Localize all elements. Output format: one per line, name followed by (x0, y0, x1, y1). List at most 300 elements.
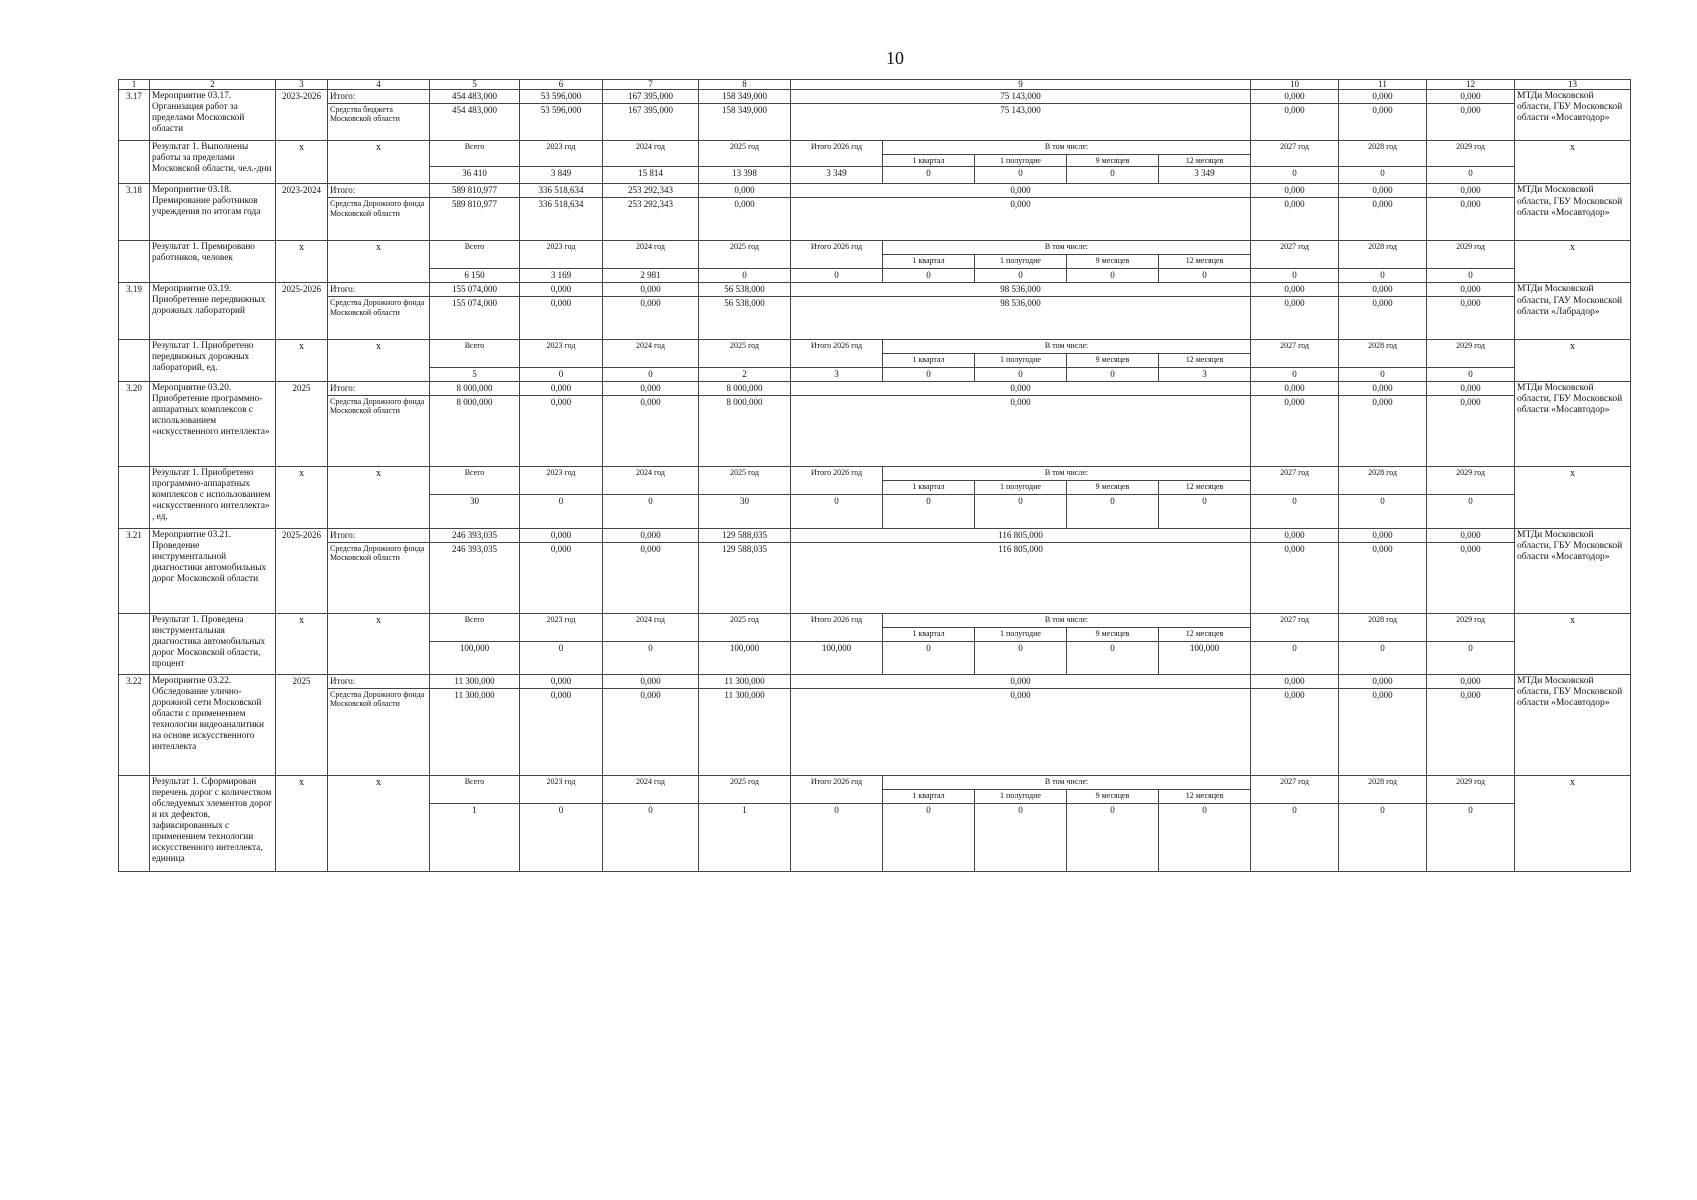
header-year: 2029 год (1427, 340, 1515, 368)
result-value: 3 169 (520, 269, 603, 283)
header-half-year: 1 полугодие (975, 354, 1067, 368)
measure-number: 3.22 (119, 675, 150, 776)
total-amount: 0,000 (520, 382, 603, 396)
source-amount: 158 349,000 (699, 104, 791, 141)
not-applicable-mark: x (1515, 340, 1631, 382)
total-amount-2026: 0,000 (791, 382, 1251, 396)
result-value: 0 (1251, 495, 1339, 529)
responsible-executor: МТДи Московской области, ГБУ Московской области «Мосавтодор» (1515, 382, 1631, 467)
total-amount: 155 074,000 (430, 283, 520, 297)
header-year: 2023 год (520, 141, 603, 167)
col-num: 4 (328, 80, 430, 90)
source-amount: 8 000,000 (430, 396, 520, 467)
source-amount: 336 518,634 (520, 198, 603, 241)
column-number-row (119, 80, 1631, 90)
header-total-2026: Итого 2026 год (791, 776, 883, 804)
not-applicable-mark: x (276, 467, 328, 529)
header-year: 2028 год (1339, 340, 1427, 368)
header-year: 2023 год (520, 241, 603, 269)
result-name: Результат 1. Сформирован перечень дорог с количеством обследуемых элементов дорог и их дефектов, зафиксированных с применением технологии искусственного интеллекта, единица (150, 776, 276, 872)
source-amount: 0,000 (1427, 689, 1515, 776)
total-label: Итого: (328, 382, 430, 396)
source-amount: 0,000 (1339, 198, 1427, 241)
result-value: 0 (975, 269, 1067, 283)
measure-source-row (119, 543, 1631, 614)
funding-source: Средства Дорожного фонда Московской области (328, 543, 430, 614)
col-num: 9 (791, 80, 1251, 90)
result-value: 0 (1427, 804, 1515, 872)
total-amount: 8 000,000 (699, 382, 791, 396)
source-amount: 129 588,035 (699, 543, 791, 614)
result-value: 0 (883, 269, 975, 283)
header-year: 2024 год (603, 467, 699, 495)
header-year: 2023 год (520, 614, 603, 642)
empty-cell (119, 614, 150, 675)
source-amount: 0,000 (1427, 543, 1515, 614)
result-value: 0 (975, 167, 1067, 184)
header-half-year: 1 полугодие (975, 790, 1067, 804)
result-value: 30 (699, 495, 791, 529)
header-12-months: 12 месяцев (1159, 628, 1251, 642)
header-including: В том числе: (883, 141, 1251, 155)
measure-total-row (119, 529, 1631, 543)
col-num: 2 (150, 80, 276, 90)
total-amount: 0,000 (1251, 529, 1339, 543)
header-year: 2027 год (1251, 340, 1339, 368)
result-value: 36 410 (430, 167, 520, 184)
result-value: 0 (883, 167, 975, 184)
source-amount: 53 596,000 (520, 104, 603, 141)
measure-name: Мероприятие 03.18. Премирование работников учреждения по итогам года (150, 184, 276, 241)
source-amount-2026: 0,000 (791, 198, 1251, 241)
header-year: 2029 год (1427, 614, 1515, 642)
header-year: 2025 год (699, 141, 791, 167)
header-12-months: 12 месяцев (1159, 354, 1251, 368)
measure-source-row (119, 689, 1631, 776)
measure-total-row (119, 184, 1631, 198)
result-header-row (119, 467, 1631, 481)
total-amount: 53 596,000 (520, 90, 603, 104)
total-amount: 0,000 (1339, 283, 1427, 297)
result-value: 0 (603, 642, 699, 675)
header-9-months: 9 месяцев (1067, 354, 1159, 368)
header-quarter: 1 квартал (883, 255, 975, 269)
result-value: 0 (1427, 642, 1515, 675)
measure-number: 3.19 (119, 283, 150, 340)
source-amount: 11 300,000 (699, 689, 791, 776)
measure-years: 2025-2026 (276, 529, 328, 614)
result-value: 100,000 (1159, 642, 1251, 675)
total-amount: 589 810,977 (430, 184, 520, 198)
total-amount: 0,000 (1427, 529, 1515, 543)
total-label: Итого: (328, 283, 430, 297)
result-value: 6 150 (430, 269, 520, 283)
total-amount: 0,000 (1427, 382, 1515, 396)
result-value: 0 (791, 495, 883, 529)
total-amount: 0,000 (1251, 283, 1339, 297)
header-half-year: 1 полугодие (975, 481, 1067, 495)
result-value: 3 849 (520, 167, 603, 184)
header-total-2026: Итого 2026 год (791, 241, 883, 269)
total-amount: 0,000 (520, 529, 603, 543)
responsible-executor: МТДи Московской области, ГАУ Московской области «Лабрадор» (1515, 283, 1631, 340)
header-year: 2025 год (699, 340, 791, 368)
header-total: Всего (430, 241, 520, 269)
total-amount-2026: 75 143,000 (791, 90, 1251, 104)
source-amount: 0,000 (1339, 396, 1427, 467)
result-value: 0 (1159, 804, 1251, 872)
result-value: 0 (1067, 269, 1159, 283)
source-amount: 0,000 (1251, 198, 1339, 241)
header-year: 2028 год (1339, 776, 1427, 804)
header-half-year: 1 полугодие (975, 155, 1067, 167)
result-value: 0 (1067, 804, 1159, 872)
result-name: Результат 1. Премировано работников, человек (150, 241, 276, 283)
result-name: Результат 1. Проведена инструментальная диагностика автомобильных дорог Московской области, процент (150, 614, 276, 675)
result-value: 0 (1427, 167, 1515, 184)
empty-cell (119, 141, 150, 184)
funding-source: Средства Дорожного фонда Московской области (328, 198, 430, 241)
source-amount: 0,000 (1427, 297, 1515, 340)
source-amount: 0,000 (520, 689, 603, 776)
result-value: 0 (883, 642, 975, 675)
measure-years: 2025-2026 (276, 283, 328, 340)
header-year: 2025 год (699, 614, 791, 642)
total-label: Итого: (328, 184, 430, 198)
page-number: 10 (886, 48, 904, 68)
result-value: 3 (1159, 368, 1251, 382)
empty-cell (119, 776, 150, 872)
measure-years: 2023-2024 (276, 184, 328, 241)
header-year: 2029 год (1427, 141, 1515, 167)
result-value: 3 349 (791, 167, 883, 184)
funding-source: Средства Дорожного фонда Московской области (328, 297, 430, 340)
result-value: 1 (699, 804, 791, 872)
total-amount: 0,000 (1339, 90, 1427, 104)
header-year: 2023 год (520, 340, 603, 368)
responsible-executor: МТДи Московской области, ГБУ Московской области «Мосавтодор» (1515, 529, 1631, 614)
header-including: В том числе: (883, 614, 1251, 628)
result-value: 0 (1251, 804, 1339, 872)
source-amount: 0,000 (603, 297, 699, 340)
result-value: 0 (1067, 642, 1159, 675)
result-value: 0 (1339, 167, 1427, 184)
result-value: 2 (699, 368, 791, 382)
col-num: 12 (1427, 80, 1515, 90)
col-num: 10 (1251, 80, 1339, 90)
total-amount: 0,000 (1427, 675, 1515, 689)
measure-number: 3.20 (119, 382, 150, 467)
result-value: 0 (1427, 495, 1515, 529)
header-quarter: 1 квартал (883, 155, 975, 167)
result-value: 0 (520, 804, 603, 872)
measure-years: 2025 (276, 675, 328, 776)
total-label: Итого: (328, 529, 430, 543)
total-amount: 0,000 (520, 283, 603, 297)
result-value: 3 (791, 368, 883, 382)
total-amount: 11 300,000 (699, 675, 791, 689)
result-value: 0 (1159, 269, 1251, 283)
not-applicable-mark: x (328, 141, 430, 184)
header-quarter: 1 квартал (883, 481, 975, 495)
header-year: 2027 год (1251, 614, 1339, 642)
header-9-months: 9 месяцев (1067, 628, 1159, 642)
result-value: 100,000 (791, 642, 883, 675)
result-header-row (119, 614, 1631, 628)
total-amount: 158 349,000 (699, 90, 791, 104)
total-amount: 167 395,000 (603, 90, 699, 104)
total-amount: 0,000 (603, 675, 699, 689)
total-amount: 129 588,035 (699, 529, 791, 543)
empty-cell (119, 467, 150, 529)
source-amount: 246 393,035 (430, 543, 520, 614)
source-amount: 11 300,000 (430, 689, 520, 776)
header-half-year: 1 полугодие (975, 628, 1067, 642)
result-value: 0 (791, 804, 883, 872)
not-applicable-mark: x (276, 776, 328, 872)
total-amount: 8 000,000 (430, 382, 520, 396)
result-value: 0 (1251, 167, 1339, 184)
header-total: Всего (430, 340, 520, 368)
result-value: 0 (520, 642, 603, 675)
header-total: Всего (430, 141, 520, 167)
source-amount: 454 483,000 (430, 104, 520, 141)
not-applicable-mark: x (1515, 467, 1631, 529)
source-amount: 8 000,000 (699, 396, 791, 467)
col-num: 13 (1515, 80, 1631, 90)
total-amount: 56 538,000 (699, 283, 791, 297)
total-label: Итого: (328, 675, 430, 689)
source-amount: 0,000 (1251, 689, 1339, 776)
header-year: 2024 год (603, 241, 699, 269)
result-header-row (119, 340, 1631, 354)
header-year: 2028 год (1339, 467, 1427, 495)
responsible-executor: МТДи Московской области, ГБУ Московской области «Мосавтодор» (1515, 90, 1631, 141)
header-total-2026: Итого 2026 год (791, 614, 883, 642)
not-applicable-mark: x (1515, 241, 1631, 283)
total-amount: 0,000 (1251, 382, 1339, 396)
source-amount-2026: 0,000 (791, 396, 1251, 467)
not-applicable-mark: x (1515, 776, 1631, 872)
total-amount: 0,000 (603, 382, 699, 396)
result-header-row (119, 241, 1631, 255)
header-total: Всего (430, 614, 520, 642)
empty-cell (119, 340, 150, 382)
measure-number: 3.21 (119, 529, 150, 614)
total-amount: 11 300,000 (430, 675, 520, 689)
header-half-year: 1 полугодие (975, 255, 1067, 269)
result-header-row (119, 776, 1631, 790)
result-value: 0 (1067, 495, 1159, 529)
total-amount: 253 292,343 (603, 184, 699, 198)
total-amount: 246 393,035 (430, 529, 520, 543)
funding-source: Средства Дорожного фонда Московской области (328, 396, 430, 467)
header-year: 2025 год (699, 776, 791, 804)
source-amount: 167 395,000 (603, 104, 699, 141)
result-value: 0 (883, 368, 975, 382)
measure-years: 2023-2026 (276, 90, 328, 141)
result-value: 5 (430, 368, 520, 382)
not-applicable-mark: x (328, 467, 430, 529)
col-num: 6 (520, 80, 603, 90)
header-total: Всего (430, 467, 520, 495)
header-including: В том числе: (883, 340, 1251, 354)
result-value: 0 (1427, 368, 1515, 382)
source-amount: 0,000 (603, 543, 699, 614)
header-total-2026: Итого 2026 год (791, 141, 883, 167)
header-12-months: 12 месяцев (1159, 255, 1251, 269)
total-amount: 0,000 (1251, 675, 1339, 689)
measure-name: Мероприятие 03.22. Обследование улично-дорожной сети Московской области с применением технологии видеоаналитики на основе искусственного интеллекта (150, 675, 276, 776)
not-applicable-mark: x (276, 614, 328, 675)
measure-number: 3.18 (119, 184, 150, 241)
source-amount-2026: 75 143,000 (791, 104, 1251, 141)
total-amount-2026: 0,000 (791, 675, 1251, 689)
total-amount: 0,000 (1251, 90, 1339, 104)
source-amount: 0,000 (1339, 689, 1427, 776)
result-value: 0 (1251, 642, 1339, 675)
total-amount-2026: 98 536,000 (791, 283, 1251, 297)
header-12-months: 12 месяцев (1159, 481, 1251, 495)
header-quarter: 1 квартал (883, 354, 975, 368)
result-value: 0 (1339, 495, 1427, 529)
measure-source-row (119, 297, 1631, 340)
not-applicable-mark: x (328, 614, 430, 675)
source-amount: 0,000 (520, 396, 603, 467)
not-applicable-mark: x (1515, 614, 1631, 675)
header-year: 2027 год (1251, 241, 1339, 269)
not-applicable-mark: x (276, 141, 328, 184)
header-9-months: 9 месяцев (1067, 481, 1159, 495)
result-name: Результат 1. Приобретено программно-аппаратных комплексов с использованием «искусственного интеллекта» , ед. (150, 467, 276, 529)
result-value: 0 (1067, 167, 1159, 184)
source-amount: 0,000 (1339, 104, 1427, 141)
measure-name: Мероприятие 03.21. Проведение инструментальной диагностики автомобильных дорог Московской области (150, 529, 276, 614)
source-amount: 0,000 (1339, 297, 1427, 340)
header-quarter: 1 квартал (883, 628, 975, 642)
header-year: 2027 год (1251, 141, 1339, 167)
result-value: 1 (430, 804, 520, 872)
header-including: В том числе: (883, 467, 1251, 481)
measure-total-row (119, 382, 1631, 396)
result-value: 13 398 (699, 167, 791, 184)
source-amount: 589 810,977 (430, 198, 520, 241)
result-header-row (119, 141, 1631, 155)
total-amount: 0,000 (603, 283, 699, 297)
result-value: 0 (603, 804, 699, 872)
source-amount: 0,000 (1251, 396, 1339, 467)
result-value: 0 (1251, 269, 1339, 283)
total-amount: 0,000 (1339, 382, 1427, 396)
source-amount: 0,000 (699, 198, 791, 241)
not-applicable-mark: x (328, 776, 430, 872)
header-year: 2025 год (699, 241, 791, 269)
result-value: 2 981 (603, 269, 699, 283)
source-amount-2026: 98 536,000 (791, 297, 1251, 340)
source-amount: 0,000 (1251, 297, 1339, 340)
result-value: 0 (975, 642, 1067, 675)
result-value: 0 (1339, 804, 1427, 872)
result-value: 0 (520, 495, 603, 529)
header-year: 2024 год (603, 340, 699, 368)
total-amount: 336 518,634 (520, 184, 603, 198)
result-name: Результат 1. Выполнены работы за пределами Московской области, чел.-дни (150, 141, 276, 184)
measure-name: Мероприятие 03.19. Приобретение передвижных дорожных лабораторий (150, 283, 276, 340)
source-amount: 0,000 (1251, 104, 1339, 141)
source-amount: 0,000 (1251, 543, 1339, 614)
header-total: Всего (430, 776, 520, 804)
measure-source-row (119, 396, 1631, 467)
measure-name: Мероприятие 03.20. Приобретение программно-аппаратных комплексов с использованием «искусственного интеллекта» (150, 382, 276, 467)
source-amount: 0,000 (520, 297, 603, 340)
header-year: 2023 год (520, 467, 603, 495)
measure-source-row (119, 198, 1631, 241)
header-9-months: 9 месяцев (1067, 255, 1159, 269)
funding-source: Средства Дорожного фонда Московской области (328, 689, 430, 776)
program-measures-table (118, 79, 1631, 872)
result-value: 0 (883, 804, 975, 872)
total-amount: 0,000 (1339, 529, 1427, 543)
header-year: 2029 год (1427, 467, 1515, 495)
header-year: 2027 год (1251, 776, 1339, 804)
result-value: 0 (1339, 368, 1427, 382)
result-value: 0 (1159, 495, 1251, 529)
result-value: 15 814 (603, 167, 699, 184)
header-year: 2025 год (699, 467, 791, 495)
result-value: 3 349 (1159, 167, 1251, 184)
result-value: 0 (520, 368, 603, 382)
header-9-months: 9 месяцев (1067, 155, 1159, 167)
total-amount: 0,000 (520, 675, 603, 689)
result-value: 0 (975, 804, 1067, 872)
total-label: Итого: (328, 90, 430, 104)
header-year: 2028 год (1339, 241, 1427, 269)
not-applicable-mark: x (328, 340, 430, 382)
col-num: 3 (276, 80, 328, 90)
total-amount: 0,000 (1339, 184, 1427, 198)
responsible-executor: МТДи Московской области, ГБУ Московской области «Мосавтодор» (1515, 675, 1631, 776)
not-applicable-mark: x (276, 241, 328, 283)
source-amount: 0,000 (603, 396, 699, 467)
measure-number: 3.17 (119, 90, 150, 141)
col-num: 8 (699, 80, 791, 90)
measure-total-row (119, 283, 1631, 297)
col-num: 11 (1339, 80, 1427, 90)
source-amount: 56 538,000 (699, 297, 791, 340)
header-year: 2029 год (1427, 776, 1515, 804)
measure-total-row (119, 675, 1631, 689)
result-value: 100,000 (699, 642, 791, 675)
total-amount: 0,000 (1427, 184, 1515, 198)
result-value: 0 (699, 269, 791, 283)
result-name: Результат 1. Приобретено передвижных дорожных лабораторий, ед. (150, 340, 276, 382)
measure-source-row (119, 104, 1631, 141)
total-amount: 0,000 (1339, 675, 1427, 689)
total-amount: 0,000 (699, 184, 791, 198)
header-9-months: 9 месяцев (1067, 790, 1159, 804)
total-amount: 0,000 (1251, 184, 1339, 198)
col-num: 7 (603, 80, 699, 90)
total-amount-2026: 0,000 (791, 184, 1251, 198)
header-year: 2029 год (1427, 241, 1515, 269)
not-applicable-mark: x (1515, 141, 1631, 184)
result-value: 0 (975, 495, 1067, 529)
col-num: 1 (119, 80, 150, 90)
header-year: 2028 год (1339, 614, 1427, 642)
total-amount: 0,000 (1427, 90, 1515, 104)
measure-name: Мероприятие 03.17. Организация работ за пределами Московской области (150, 90, 276, 141)
result-value: 0 (603, 495, 699, 529)
